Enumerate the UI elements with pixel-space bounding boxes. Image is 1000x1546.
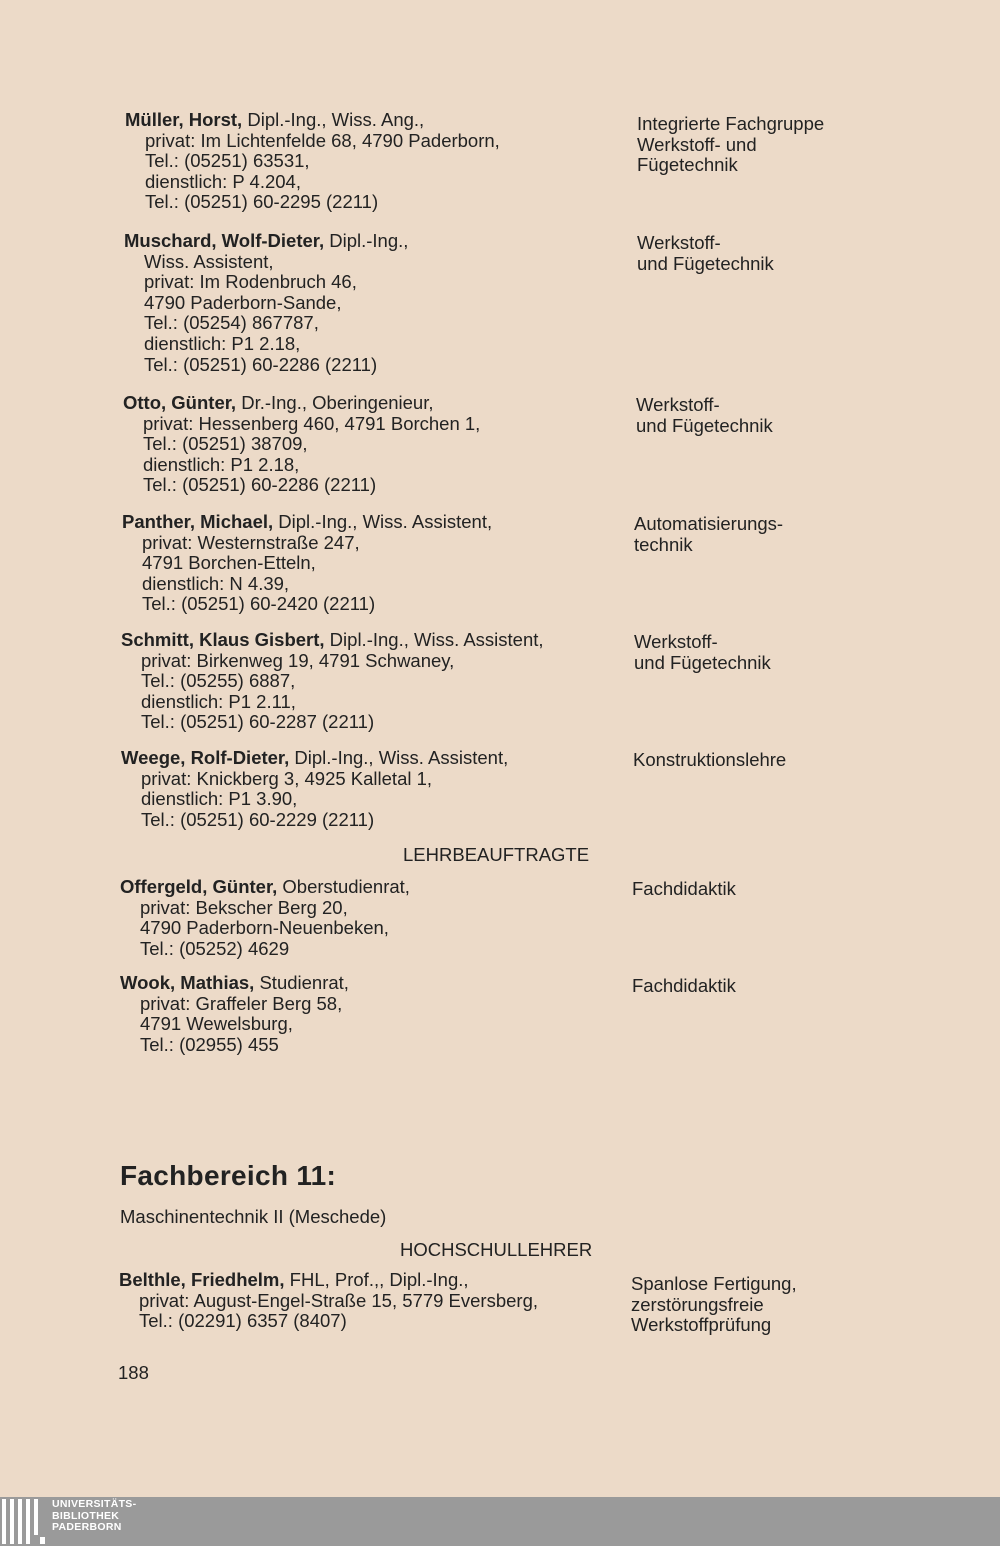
phone-line: Tel.: (02291) 6357 (8407) [139, 1310, 347, 1332]
office-line: dienstlich: P1 3.90, [141, 788, 298, 810]
phone-line: Tel.: (05252) 4629 [140, 937, 290, 959]
library-footer-bar [0, 1497, 1000, 1546]
person-name: Weege, Rolf-Dieter, [121, 747, 290, 768]
phone-line: Tel.: (05251) 60-2287 (2211) [141, 711, 375, 733]
phone-line: Tel.: (05254) 867787, [144, 312, 319, 334]
section-subtitle: Maschinentechnik II (Meschede) [120, 1206, 387, 1227]
department: Fachdidaktik [632, 878, 736, 899]
address-line: privat: Westernstraße 247, [142, 531, 360, 553]
address-line: 4791 Borchen-Etteln, [142, 552, 316, 574]
department: Konstruktionslehre [633, 749, 787, 770]
phone-line: Tel.: (05251) 60-2229 (2211) [141, 808, 375, 830]
address-line: privat: Knickberg 3, 4925 Kalletal 1, [141, 767, 433, 789]
person-name: Muschard, Wolf-Dieter, [124, 230, 325, 251]
department: Automatisierungs- technik [634, 513, 784, 555]
person-title: Dr.-Ing., Oberingenieur, [236, 392, 434, 413]
section-heading: Fachbereich 11: [120, 1160, 337, 1191]
person-title: Dipl.-Ing., [324, 230, 409, 251]
department: Fachdidaktik [632, 975, 736, 996]
person-name: Wook, Mathias, [120, 972, 255, 993]
person-name: Panther, Michael, [122, 511, 274, 532]
department: Integrierte Fachgruppe Werkstoff- und Fügetechnik [637, 113, 825, 176]
department: Werkstoff- und Fügetechnik [637, 232, 774, 274]
office-line: dienstlich: P1 2.11, [141, 690, 296, 712]
person-title: Dipl.-Ing., Wiss. Assistent, [289, 747, 509, 768]
phone-line: Tel.: (02955) 455 [140, 1033, 279, 1055]
page-number: 188 [118, 1362, 149, 1383]
department: Werkstoff- und Fügetechnik [636, 394, 773, 436]
address-line: 4790 Paderborn-Neuenbeken, [140, 917, 389, 939]
person-name: Schmitt, Klaus Gisbert, [121, 629, 325, 650]
person-title: Oberstudienrat, [277, 876, 410, 897]
address-line: 4790 Paderborn-Sande, [144, 291, 342, 313]
person-title: Dipl.-Ing., Wiss. Assistent, [324, 629, 544, 650]
address-line: privat: Im Rodenbruch 46, [144, 271, 357, 293]
address-line: privat: Hessenberg 460, 4791 Borchen 1, [143, 412, 481, 434]
phone-line: Tel.: (05255) 6887, [141, 670, 296, 692]
address-line: privat: Bekscher Berg 20, [140, 896, 348, 918]
phone-line: Tel.: (05251) 60-2420 (2211) [142, 593, 376, 615]
phone-line: Tel.: (05251) 60-2286 (2211) [144, 353, 378, 375]
phone-line: Tel.: (05251) 60-2295 (2211) [145, 191, 379, 213]
office-line: dienstlich: P 4.204, [145, 170, 301, 192]
person-name: Otto, Günter, [123, 392, 237, 413]
office-line: dienstlich: P1 2.18, [144, 332, 301, 354]
office-line: dienstlich: N 4.39, [142, 572, 290, 594]
person-title: FHL, Prof.,, Dipl.-Ing., [284, 1269, 469, 1290]
department: Spanlose Fertigung, zerstörungsfreie Werkstoffprüfung [631, 1273, 797, 1336]
phone-line: Tel.: (05251) 63531, [145, 150, 310, 172]
library-logo-text: UNIVERSITÄTS- BIBLIOTHEK PADERBORN [52, 1498, 137, 1533]
address-line: privat: Birkenweg 19, 4791 Schwaney, [141, 649, 455, 671]
person-title: Studienrat, [254, 972, 349, 993]
address-line: 4791 Wewelsburg, [140, 1013, 293, 1035]
address-line: privat: Im Lichtenfelde 68, 4790 Paderborn, [145, 129, 500, 151]
phone-line: Tel.: (05251) 38709, [143, 433, 308, 455]
section-label-hochschullehrer: HOCHSCHULLEHRER [400, 1239, 593, 1260]
person-title: Dipl.-Ing., Wiss. Assistent, [273, 511, 493, 532]
office-line: dienstlich: P1 2.18, [143, 453, 300, 475]
department: Werkstoff- und Fügetechnik [634, 631, 771, 673]
section-label-lehrbeauftragte: LEHRBEAUFTRAGTE [403, 844, 590, 865]
address-line: privat: August-Engel-Straße 15, 5779 Eversberg, [139, 1289, 538, 1311]
library-logo-icon [2, 1499, 46, 1544]
person-title: Dipl.-Ing., Wiss. Ang., [242, 109, 425, 130]
phone-line: Tel.: (05251) 60-2286 (2211) [143, 474, 377, 496]
person-name: Belthle, Friedhelm, [119, 1269, 285, 1290]
person-name: Offergeld, Günter, [120, 876, 278, 897]
address-line: privat: Graffeler Berg 58, [140, 992, 343, 1014]
title-line: Wiss. Assistent, [144, 250, 274, 272]
person-name: Müller, Horst, [125, 109, 243, 130]
